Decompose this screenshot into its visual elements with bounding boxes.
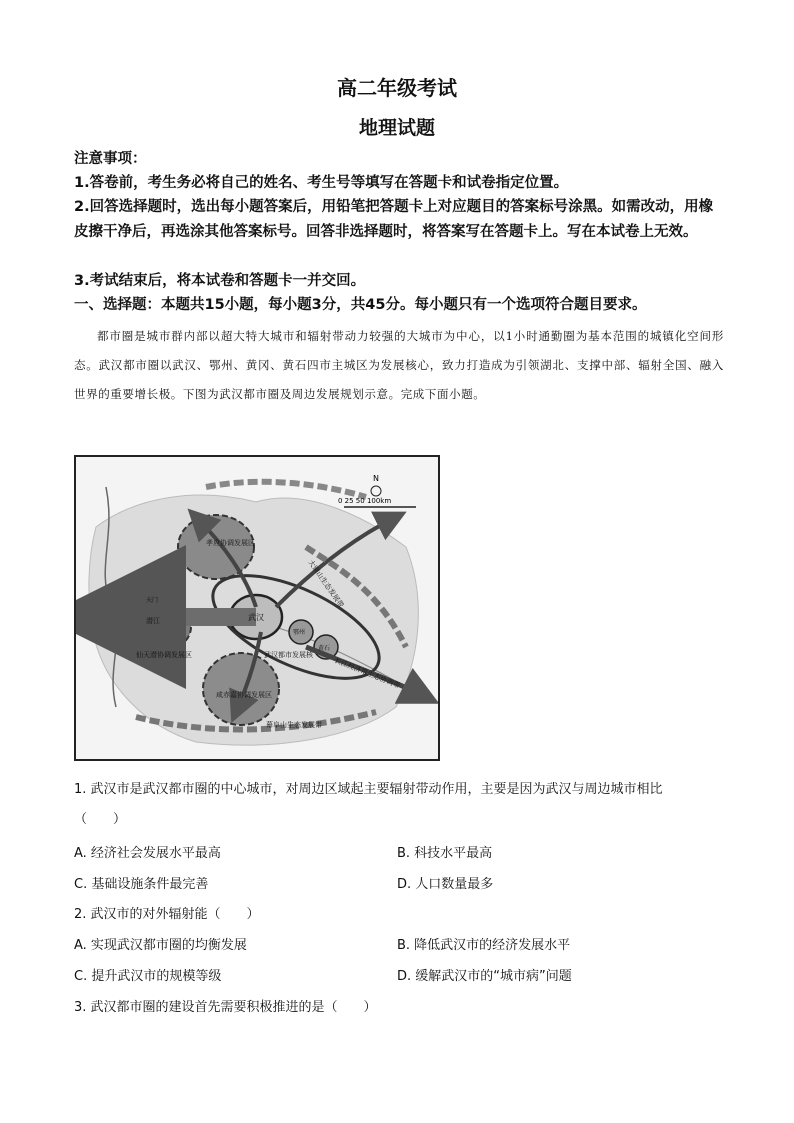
zone-north [178, 515, 254, 579]
question-1-stem: 1. 武汉市是武汉都市圈的中心城市，对周边区域起主要辐射带动作用，主要是因为武汉与周边城市相比 [74, 782, 663, 797]
label-xiantao: 天门 [146, 597, 159, 604]
label-north-zone: 孝应协调发展区 [206, 539, 255, 547]
north-belt [206, 482, 366, 497]
label-ezhou: 鄂州 [293, 629, 306, 636]
north-label: N [373, 474, 379, 483]
label-west-zone: 仙天潜协调发展区 [136, 651, 192, 659]
label-west-city: 潜江 [146, 617, 160, 625]
question-1-option-b: B. 科技水平最高 [397, 846, 493, 861]
label-south-zone: 咸赤嘉协调发展区 [216, 691, 272, 699]
label-center: 武汉 [248, 613, 264, 622]
label-dabie: 大别山生态发展带 [306, 558, 346, 610]
notice-item-3: 3.考试结束后，将本试卷和答题卡一并交回。 [74, 273, 366, 289]
notice-heading: 注意事项： [74, 151, 147, 167]
question-2-option-b: B. 降低武汉市的经济发展水平 [397, 938, 571, 953]
map-figure [76, 457, 438, 759]
question-2-option-d: D. 缓解武汉市的“城市病”问题 [397, 969, 572, 984]
question-2-option-a: A. 实现武汉都市圈的均衡发展 [74, 938, 247, 953]
label-mufu: 幕阜山生态发展带 [266, 721, 322, 729]
label-huangshi: 黄石 [318, 645, 331, 652]
page-subtitle: 地理试题 [358, 117, 435, 139]
wuhan-metro-map [74, 455, 440, 761]
zone-south [203, 653, 279, 725]
page-title: 高二年级考试 [337, 76, 457, 100]
notice-item-2: 2.回答选择题时，选出每小题答案后，用铅笔把答题卡上对应题目的答案标号涂黑。如需改动，用橡皮擦干净后，再选涂其他答案标号。回答非选择题时，将答案写在答题卡上。写在本试卷上无效。 [74, 199, 714, 240]
question-2-stem: 2. 武汉市的对外辐射能（ ） [74, 907, 260, 922]
section-heading: 一、选择题：本题共15小题，每小题3分，共45分。每小题只有一个选项符合题目要求。 [74, 297, 647, 313]
scale-label: 0 25 50 100km [338, 497, 392, 505]
notice-item-1: 1.答卷前，考生务必将自己的姓名、考生号等填写在答题卡和试卷指定位置。 [74, 175, 569, 191]
material-passage: 都市圈是城市群内部以超大特大城市和辐射带动力较强的大城市为中心，以1小时通勤圈为基本范围的城镇化空间形态。武汉都市圈以武汉、鄂州、黄冈、黄石四市主城区为发展核心，致力打造成为引领湖北、支撑中部、辐射全国、融入世界的重要增长极。下图为武汉都市圈及周边发展规划示意。完成下面小题。 [74, 329, 724, 401]
label-core: 武汉都市发展核 [264, 651, 313, 659]
north-arrow-icon [371, 486, 381, 496]
label-se-belt: 长江经济带生态协调带 [333, 656, 402, 691]
question-1-option-a: A. 经济社会发展水平最高 [74, 846, 221, 861]
question-1-option-d: D. 人口数量最多 [397, 877, 494, 892]
question-3-stem: 3. 武汉都市圈的建设首先需要积极推进的是（ ） [74, 1000, 377, 1015]
question-1-option-c: C. 基础设施条件最完善 [74, 877, 209, 892]
question-1-blank: （ ） [74, 812, 127, 827]
question-2-option-c: C. 提升武汉市的规模等级 [74, 969, 222, 984]
